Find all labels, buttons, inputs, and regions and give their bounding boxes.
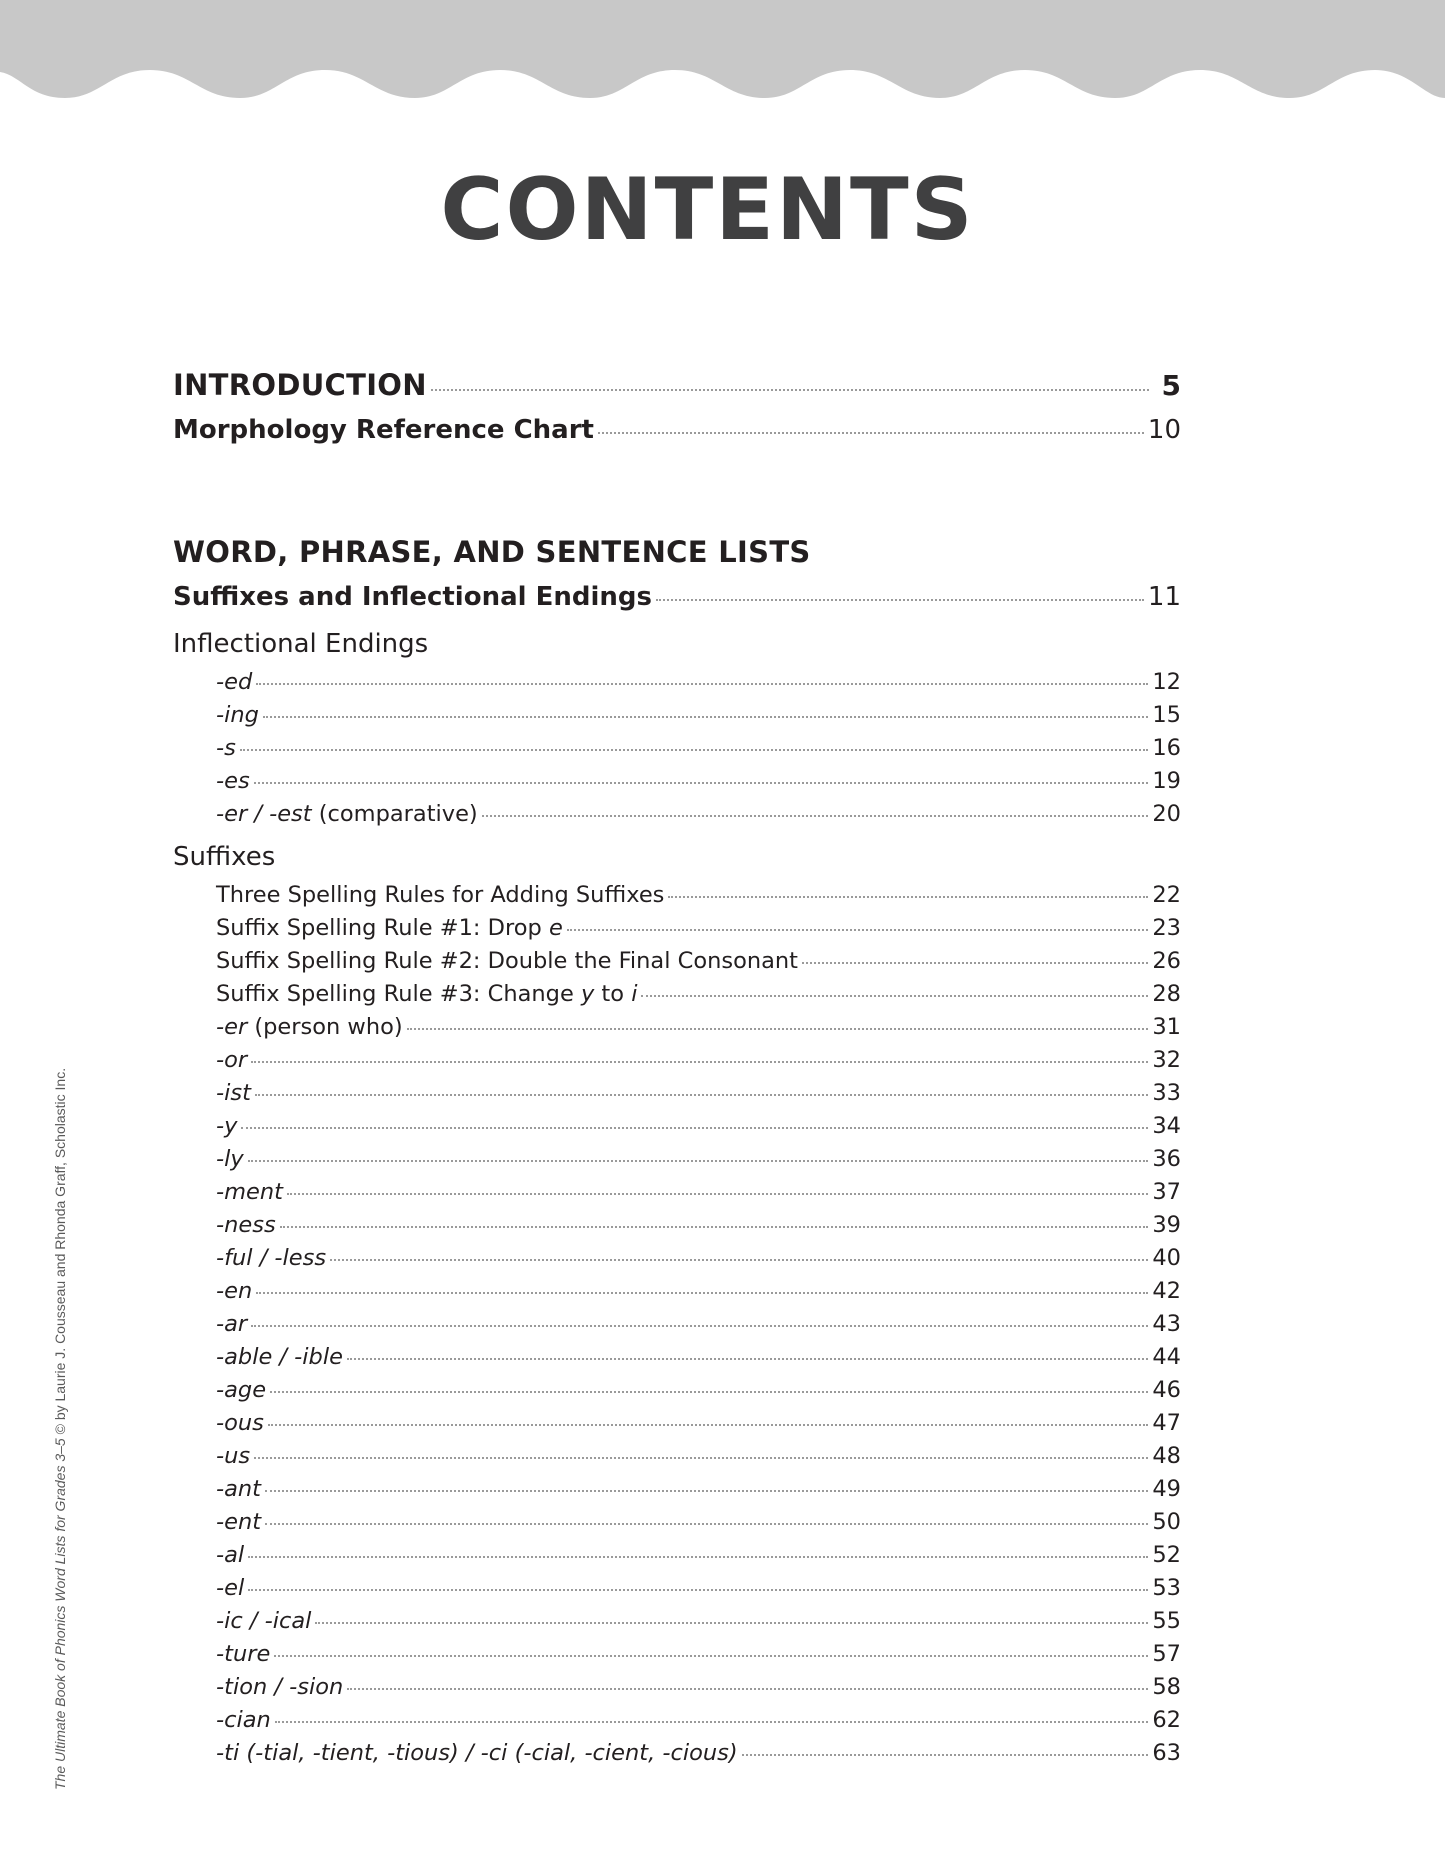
section-heading: [173, 535, 1181, 582]
dot-leader: [248, 1160, 1149, 1162]
label-text: -ent: [216, 1509, 262, 1535]
toc-entry[interactable]: [173, 948, 1181, 981]
dot-leader: [256, 683, 1148, 685]
toc-entry-label: [216, 1113, 237, 1139]
category-label: Inflectional Endings: [173, 629, 429, 659]
toc-page-number: 62: [1152, 1707, 1181, 1733]
page-title: CONTENTS: [440, 160, 975, 260]
dot-leader: [251, 1325, 1148, 1327]
toc-entry-introduction[interactable]: [173, 368, 1181, 415]
toc-page-number: 10: [1147, 415, 1181, 445]
category-label: Suffixes: [173, 842, 276, 872]
label-italic: i: [631, 981, 638, 1007]
dot-leader: [256, 1292, 1148, 1294]
toc-entry-label: [216, 1377, 266, 1403]
dot-leader: [668, 896, 1148, 898]
toc-entry-label: [216, 1641, 270, 1667]
toc-entry-label: [216, 801, 478, 827]
toc-page-number: 55: [1152, 1608, 1181, 1634]
label-text: -ly: [216, 1146, 244, 1172]
toc-entry-label: [216, 1245, 326, 1271]
toc-entry[interactable]: [173, 1476, 1181, 1509]
toc-entry[interactable]: [173, 1245, 1181, 1278]
dot-leader: [641, 995, 1148, 997]
suffixes-list: [173, 1014, 1181, 1773]
label-text: -cian: [216, 1707, 271, 1733]
toc-page-number: 16: [1152, 735, 1181, 761]
label-text: -er / -est: [216, 801, 312, 827]
toc-entry[interactable]: [173, 1080, 1181, 1113]
label-text: -ful / -less: [216, 1245, 327, 1271]
toc-page-number: 46: [1152, 1377, 1181, 1403]
section-heading-label: WORD, PHRASE, AND SENTENCE LISTS: [173, 535, 811, 569]
label-text: -ist: [216, 1080, 251, 1106]
toc-entry-label: [216, 882, 664, 908]
toc-entry-label: [216, 735, 236, 761]
dot-leader: [254, 782, 1149, 784]
toc-page-number: 39: [1152, 1212, 1181, 1238]
toc-page-number: 26: [1152, 948, 1181, 974]
toc-entry[interactable]: [173, 801, 1181, 834]
dot-leader: [275, 1721, 1149, 1723]
toc-entry-label: [216, 1707, 271, 1733]
toc-entry[interactable]: [173, 1608, 1181, 1641]
toc-entry-label: [216, 1542, 244, 1568]
toc-entry-label: [216, 1212, 276, 1238]
toc-entry[interactable]: [173, 1014, 1181, 1047]
toc-page-number: 42: [1152, 1278, 1181, 1304]
toc-entry-label: [216, 1410, 264, 1436]
toc-entry-label: [216, 1179, 283, 1205]
label-text: Three Spelling Rules for Adding Suffixes: [216, 882, 665, 908]
toc-page-number: 40: [1152, 1245, 1181, 1271]
toc-page-number: 20: [1152, 801, 1181, 827]
label-text: -ar: [216, 1311, 248, 1337]
label-text: -ture: [216, 1641, 271, 1667]
toc-entry-label: [216, 1740, 738, 1766]
toc-page-number: 12: [1152, 669, 1181, 695]
toc-entry-label: [216, 702, 259, 728]
dot-leader: [567, 929, 1149, 931]
table-of-contents: [173, 368, 1181, 1773]
toc-entry[interactable]: [173, 669, 1181, 702]
dot-leader: [802, 962, 1148, 964]
toc-page-number: 28: [1152, 981, 1181, 1007]
toc-entry-label: [216, 669, 252, 695]
dot-leader: [255, 1094, 1148, 1096]
toc-entry-suffixes-and-endings[interactable]: [173, 582, 1181, 629]
toc-page-number: 36: [1152, 1146, 1181, 1172]
dot-leader: [330, 1259, 1148, 1261]
dot-leader: [742, 1754, 1149, 1756]
label-text: -y: [216, 1113, 238, 1139]
label-italic: y: [580, 981, 595, 1007]
label-text: -ness: [216, 1212, 276, 1238]
label-text: -ed: [216, 669, 253, 695]
label-text: to: [594, 981, 632, 1007]
label-text: -el: [216, 1575, 245, 1601]
toc-entry[interactable]: [173, 915, 1181, 948]
dot-leader: [265, 1523, 1148, 1525]
toc-entry-label: [216, 1080, 251, 1106]
toc-entry-label: [216, 1575, 244, 1601]
toc-entry[interactable]: [173, 882, 1181, 915]
label-text: -tion / -sion: [216, 1674, 344, 1700]
toc-page-number: 11: [1147, 582, 1181, 612]
dot-leader: [287, 1193, 1148, 1195]
spelling-rules-list: [173, 882, 1181, 1014]
toc-entry-label: [216, 1344, 343, 1370]
toc-entry[interactable]: [173, 1707, 1181, 1740]
label-text: -able / -ible: [216, 1344, 343, 1370]
dot-leader: [431, 389, 1149, 391]
dot-leader: [347, 1688, 1148, 1690]
dot-leader: [268, 1424, 1148, 1426]
toc-entry-label: [216, 1047, 247, 1073]
toc-entry-label: INTRODUCTION: [173, 368, 427, 402]
toc-entry[interactable]: [173, 1641, 1181, 1674]
toc-entry[interactable]: [173, 735, 1181, 768]
toc-page-number: 52: [1152, 1542, 1181, 1568]
label-text: -ti (-tial, -tient, -tious) / -ci (-cial, -cient, -cious): [216, 1740, 738, 1766]
toc-entry[interactable]: [173, 702, 1181, 735]
toc-entry-label: [216, 981, 637, 1007]
toc-page-number: 50: [1152, 1509, 1181, 1535]
toc-entry-label: Morphology Reference Chart: [173, 415, 594, 445]
label-text: -ous: [216, 1410, 264, 1436]
dot-leader: [280, 1226, 1149, 1228]
toc-entry[interactable]: [173, 1047, 1181, 1080]
label-text: -us: [216, 1443, 251, 1469]
toc-entry[interactable]: [173, 1344, 1181, 1377]
toc-entry[interactable]: [173, 1443, 1181, 1476]
label-text: -ing: [216, 702, 259, 728]
toc-entry-label: [216, 1509, 261, 1535]
toc-entry[interactable]: [173, 1377, 1181, 1410]
toc-page-number: 5: [1161, 369, 1181, 402]
toc-entry[interactable]: [173, 768, 1181, 801]
dot-leader: [482, 815, 1149, 817]
label-text: -age: [216, 1377, 267, 1403]
toc-entry[interactable]: [173, 981, 1181, 1014]
label-text: -or: [216, 1047, 248, 1073]
toc-entry[interactable]: [173, 1179, 1181, 1212]
toc-entry-label: [216, 1014, 403, 1040]
dot-leader: [248, 1589, 1148, 1591]
toc-page-number: 44: [1152, 1344, 1181, 1370]
dot-leader: [251, 1061, 1148, 1063]
copyright-credit: The Ultimate Book of Phonics Word Lists for Grades 3–5 © by Laurie J. Cousseau and Rhonda Graff, Scholastic Inc.: [52, 1067, 68, 1790]
label-extra: (person who): [247, 1014, 403, 1040]
toc-entry-label: [216, 915, 563, 941]
toc-entry-label: [216, 1674, 343, 1700]
toc-entry[interactable]: [173, 1146, 1181, 1179]
toc-page-number: 43: [1152, 1311, 1181, 1337]
toc-entry[interactable]: [173, 1311, 1181, 1344]
dot-leader: [315, 1622, 1148, 1624]
toc-page-number: 47: [1152, 1410, 1181, 1436]
toc-page-number: 48: [1152, 1443, 1181, 1469]
inflectional-endings-list: [173, 669, 1181, 834]
toc-entry-label: [216, 1608, 311, 1634]
toc-page-number: 32: [1152, 1047, 1181, 1073]
toc-page-number: 22: [1152, 882, 1181, 908]
label-text: -ant: [216, 1476, 261, 1502]
dot-leader: [274, 1655, 1148, 1657]
toc-entry[interactable]: [173, 1575, 1181, 1608]
label-text: Suffix Spelling Rule #1: Drop: [216, 915, 549, 941]
label-text: -ment: [216, 1179, 283, 1205]
toc-entry-label: [216, 1443, 250, 1469]
toc-page-number: 37: [1152, 1179, 1181, 1205]
dot-leader: [240, 749, 1149, 751]
category-heading-inflectional-endings: [173, 629, 1181, 669]
toc-entry[interactable]: [173, 1509, 1181, 1542]
category-heading-suffixes: [173, 842, 1181, 882]
dot-leader: [263, 716, 1148, 718]
toc-entry-label: Suffixes and Inflectional Endings: [173, 582, 652, 612]
toc-entry[interactable]: [173, 1740, 1181, 1773]
toc-page-number: 63: [1152, 1740, 1181, 1766]
toc-page-number: 33: [1152, 1080, 1181, 1106]
dot-leader: [265, 1490, 1148, 1492]
toc-page-number: 34: [1152, 1113, 1181, 1139]
wavy-header-banner: [0, 0, 1445, 110]
label-text: -es: [216, 768, 250, 794]
toc-entry[interactable]: [173, 1674, 1181, 1707]
toc-entry[interactable]: [173, 1278, 1181, 1311]
dot-leader: [248, 1556, 1148, 1558]
toc-page-number: 57: [1152, 1641, 1181, 1667]
dot-leader: [347, 1358, 1148, 1360]
dot-leader: [407, 1028, 1149, 1030]
toc-entry-label: [216, 768, 250, 794]
label-text: -en: [216, 1278, 253, 1304]
toc-page-number: 53: [1152, 1575, 1181, 1601]
dot-leader: [241, 1127, 1148, 1129]
toc-entry-morphology-chart[interactable]: [173, 415, 1181, 462]
label-text: -al: [216, 1542, 245, 1568]
toc-entry[interactable]: [173, 1542, 1181, 1575]
toc-entry[interactable]: [173, 1113, 1181, 1146]
toc-entry[interactable]: [173, 1212, 1181, 1245]
toc-page-number: 23: [1152, 915, 1181, 941]
toc-page-number: 49: [1152, 1476, 1181, 1502]
label-text: -s: [216, 735, 236, 761]
label-text: -ic / -ical: [216, 1608, 312, 1634]
toc-page-number: 15: [1152, 702, 1181, 728]
dot-leader: [254, 1457, 1148, 1459]
toc-page-number: 58: [1152, 1674, 1181, 1700]
label-text: Suffix Spelling Rule #3: Change: [216, 981, 581, 1007]
toc-page-number: 31: [1152, 1014, 1181, 1040]
dot-leader: [656, 599, 1144, 601]
toc-entry-label: [216, 948, 798, 974]
toc-entry-label: [216, 1278, 252, 1304]
dot-leader: [270, 1391, 1148, 1393]
label-text: -er: [216, 1014, 248, 1040]
toc-page-number: 19: [1152, 768, 1181, 794]
label-italic: e: [548, 915, 563, 941]
toc-entry[interactable]: [173, 1410, 1181, 1443]
dot-leader: [598, 432, 1144, 434]
label-extra: (comparative): [311, 801, 478, 827]
toc-entry-label: [216, 1146, 244, 1172]
toc-entry-label: [216, 1476, 261, 1502]
label-text: Suffix Spelling Rule #2: Double the Final Consonant: [216, 948, 798, 974]
toc-entry-label: [216, 1311, 247, 1337]
